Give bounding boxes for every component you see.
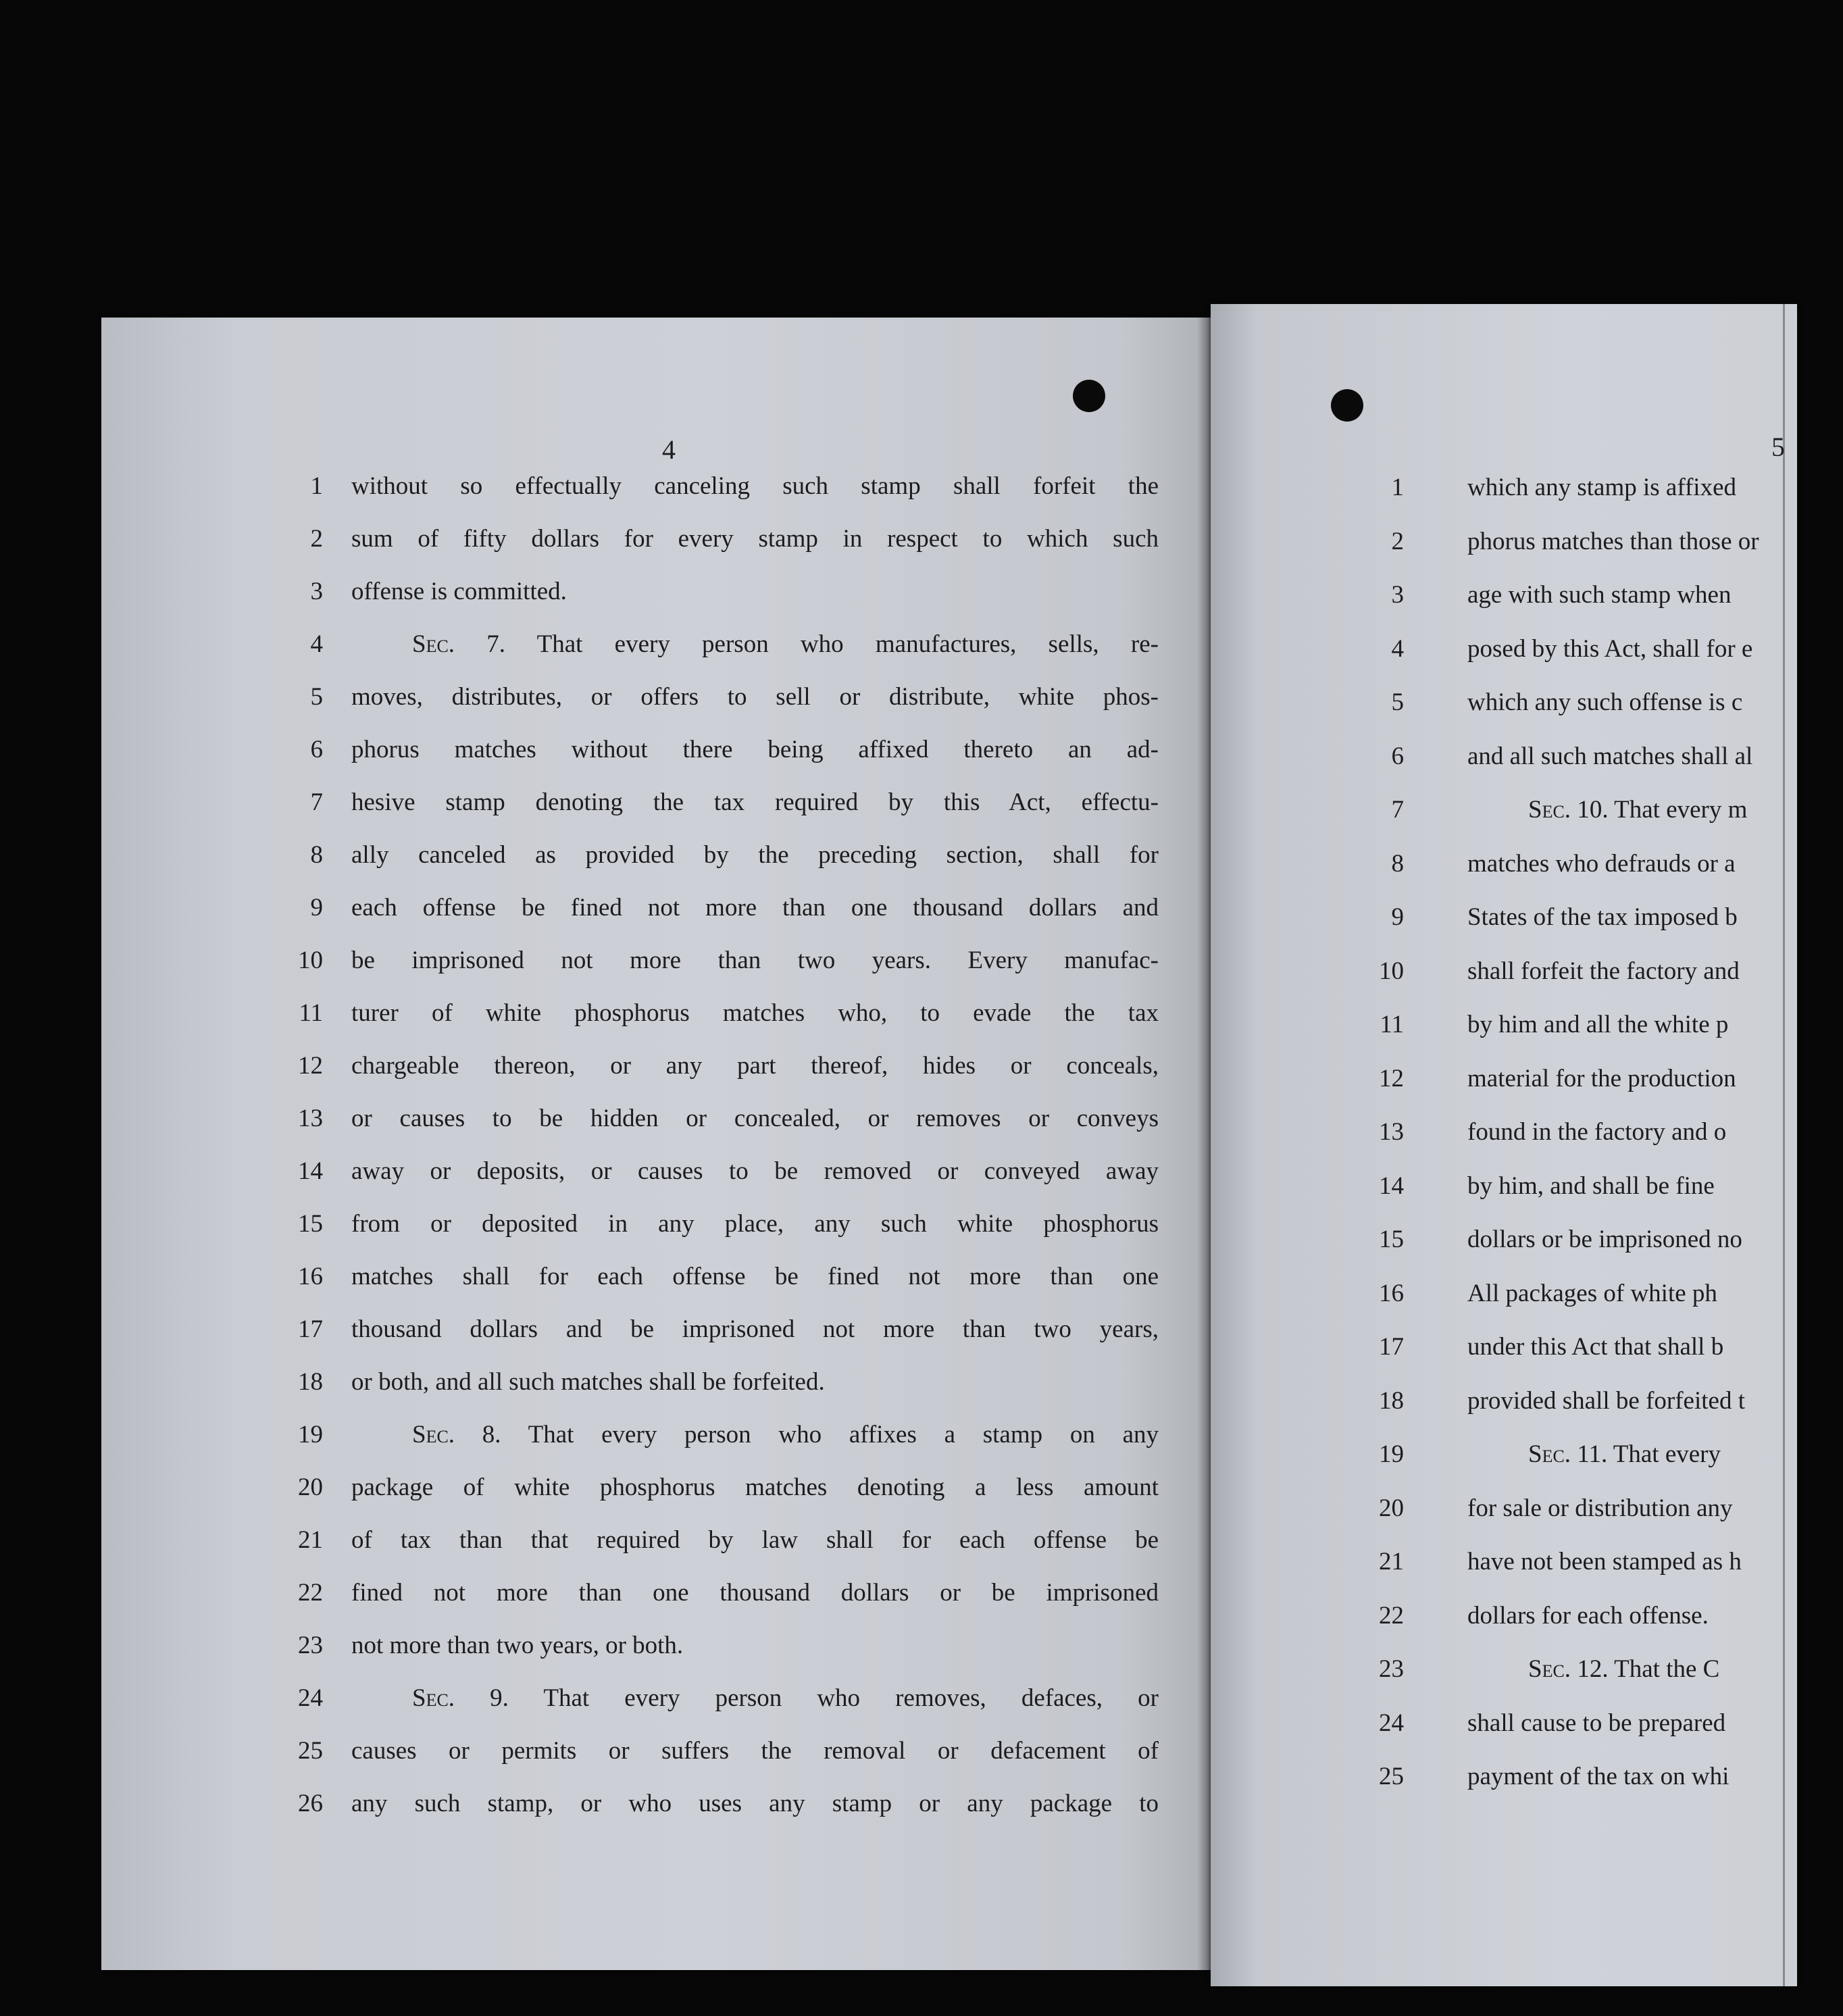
line-number: 2 — [310, 525, 323, 553]
line-number: 11 — [299, 999, 323, 1027]
line-text — [351, 1678, 1159, 1719]
line-body: matches shall for each offense be fined not more than one — [351, 1263, 1159, 1290]
line-number: 14 — [298, 1157, 323, 1185]
line-text — [351, 888, 1159, 928]
text-line — [101, 1573, 1211, 1613]
text-line — [1211, 1434, 1797, 1475]
line-body: from or deposited in any place, any such white phosphorus — [351, 1210, 1159, 1238]
text-line — [101, 1151, 1211, 1192]
line-text — [1467, 1327, 1723, 1367]
line-text — [1467, 522, 1759, 562]
section-label: Sec. — [1528, 796, 1571, 824]
line-body: material for the production — [1467, 1064, 1736, 1092]
line-body: payment of the tax on whi — [1467, 1763, 1730, 1790]
line-number: 9 — [310, 894, 323, 922]
text-line — [101, 1467, 1211, 1508]
line-text — [351, 782, 1159, 823]
line-text — [1467, 1005, 1728, 1045]
text-line — [101, 993, 1211, 1034]
line-text — [1467, 1649, 1719, 1690]
line-number: 3 — [310, 578, 323, 605]
text-line — [1211, 1005, 1797, 1045]
text-line — [101, 730, 1211, 770]
line-number: 15 — [298, 1210, 323, 1238]
line-number: 7 — [1391, 796, 1404, 824]
text-line — [1211, 522, 1797, 562]
text-line — [1211, 1596, 1797, 1636]
line-body: moves, distributes, or offers to sell or distribute, white phos- — [351, 683, 1159, 711]
line-number: 19 — [298, 1421, 323, 1448]
text-line — [1211, 736, 1797, 777]
line-body: away or deposits, or causes to be removed or conveyed away — [351, 1157, 1159, 1185]
section-label: Sec. — [1528, 1655, 1571, 1683]
line-body: shall cause to be prepared — [1467, 1709, 1726, 1737]
line-body: provided shall be forfeited t — [1467, 1386, 1745, 1415]
line-body: and all such matches shall al — [1467, 742, 1753, 770]
line-number: 12 — [298, 1052, 323, 1080]
line-body: any such stamp, or who uses any stamp or any package to — [351, 1790, 1159, 1817]
line-body: thousand dollars and be imprisoned not more than two years, — [351, 1315, 1159, 1343]
line-body: 9. That every person who removes, defaces, or — [455, 1684, 1159, 1712]
text-line — [1211, 468, 1797, 508]
line-text — [351, 1784, 1159, 1824]
line-text — [1467, 1488, 1733, 1529]
line-body: under this Act that shall b — [1467, 1333, 1724, 1361]
line-body: have not been stamped as h — [1467, 1548, 1742, 1576]
line-body: ally canceled as provided by the preceding section, shall for — [351, 841, 1159, 869]
line-body: 11. That every — [1571, 1440, 1721, 1468]
line-text — [1467, 468, 1736, 508]
text-line — [1211, 1542, 1797, 1582]
line-number: 5 — [310, 683, 323, 711]
text-line — [101, 782, 1211, 823]
line-number: 26 — [298, 1790, 323, 1817]
line-text — [351, 1309, 1159, 1350]
text-line — [1211, 682, 1797, 723]
text-line — [1211, 1488, 1797, 1529]
line-number: 22 — [298, 1579, 323, 1607]
line-body: phorus matches without there being affixed thereto an ad- — [351, 736, 1159, 763]
line-number: 25 — [298, 1737, 323, 1765]
line-body: found in the factory and o — [1467, 1118, 1727, 1146]
line-number: 3 — [1391, 581, 1404, 609]
line-body: fined not more than one thousand dollars or be imprisoned — [351, 1579, 1159, 1607]
line-number: 5 — [1391, 688, 1404, 716]
line-number: 17 — [298, 1315, 323, 1343]
line-text — [1467, 897, 1738, 938]
line-number: 23 — [1379, 1655, 1404, 1683]
line-body: chargeable thereon, or any part thereof, hides or conceals, — [351, 1052, 1159, 1080]
line-number: 20 — [1379, 1494, 1404, 1522]
line-number: 13 — [298, 1105, 323, 1132]
line-body: package of white phosphorus matches denoting a less amount — [351, 1473, 1159, 1501]
line-number: 24 — [298, 1684, 323, 1712]
text-line — [101, 1204, 1211, 1244]
section-label: Sec. — [412, 630, 455, 658]
line-body: matches who defrauds or a — [1467, 849, 1736, 878]
line-text — [1467, 790, 1747, 830]
left-page — [101, 318, 1211, 1970]
binding-hole — [1073, 380, 1105, 412]
text-line — [1211, 1649, 1797, 1690]
line-body: which any such offense is c — [1467, 688, 1743, 716]
line-text — [1467, 1059, 1736, 1099]
line-text — [351, 1626, 1159, 1666]
line-body: dollars or be imprisoned no — [1467, 1226, 1742, 1253]
line-text — [1467, 629, 1752, 670]
line-number: 21 — [298, 1526, 323, 1554]
line-body: not more than two years, or both. — [351, 1632, 684, 1659]
line-body: each offense be fined not more than one thousand dollars and — [351, 894, 1159, 922]
line-body: shall forfeit the factory and — [1467, 957, 1740, 985]
line-number: 1 — [1391, 474, 1404, 501]
text-line — [101, 1257, 1211, 1297]
text-line — [1211, 951, 1797, 992]
line-body: dollars for each offense. — [1467, 1601, 1709, 1630]
line-number: 2 — [1391, 527, 1404, 555]
text-line — [1211, 1219, 1797, 1260]
text-line — [101, 466, 1211, 507]
section-label: Sec. — [412, 1684, 455, 1712]
line-text — [1467, 951, 1740, 992]
line-text — [1467, 1703, 1725, 1744]
line-body: for sale or distribution any — [1467, 1494, 1733, 1522]
line-body: without so effectually canceling such stamp shall forfeit the — [351, 472, 1159, 500]
line-body: offense is committed. — [351, 578, 567, 605]
line-body: turer of white phosphorus matches who, to evade the tax — [351, 999, 1159, 1027]
text-line — [101, 572, 1211, 612]
text-line — [1211, 844, 1797, 884]
text-line — [101, 1678, 1211, 1719]
line-text — [1467, 1757, 1729, 1797]
line-number: 4 — [1391, 634, 1404, 663]
line-number: 8 — [310, 841, 323, 869]
text-line — [101, 519, 1211, 559]
line-number: 17 — [1379, 1333, 1404, 1361]
line-body: or causes to be hidden or concealed, or removes or conveys — [351, 1105, 1159, 1132]
line-number: 16 — [298, 1263, 323, 1290]
line-body: which any stamp is affixed — [1467, 474, 1737, 501]
line-text — [351, 835, 1159, 876]
line-text — [351, 1204, 1159, 1244]
line-number: 7 — [310, 788, 323, 816]
line-number: 22 — [1379, 1601, 1404, 1630]
text-line — [1211, 1059, 1797, 1099]
line-text — [1467, 1596, 1709, 1636]
right-page — [1211, 304, 1797, 1986]
text-line — [1211, 1112, 1797, 1153]
line-text — [351, 993, 1159, 1034]
text-line — [1211, 1274, 1797, 1314]
line-number: 18 — [298, 1368, 323, 1396]
line-text — [351, 1257, 1159, 1297]
line-body: States of the tax imposed b — [1467, 903, 1738, 931]
line-body: All packages of white ph — [1467, 1279, 1717, 1307]
text-line — [101, 1731, 1211, 1771]
line-body: sum of fifty dollars for every stamp in respect to which such — [351, 525, 1159, 553]
line-body: 10. That every m — [1571, 796, 1748, 824]
line-number: 21 — [1379, 1548, 1404, 1576]
text-line — [1211, 1381, 1797, 1421]
line-text — [1467, 1542, 1742, 1582]
text-line — [101, 1046, 1211, 1086]
line-text — [1467, 844, 1736, 884]
text-line — [1211, 629, 1797, 670]
text-line — [1211, 575, 1797, 615]
line-body: 12. That the C — [1571, 1655, 1720, 1683]
text-line — [101, 1099, 1211, 1139]
text-line — [101, 624, 1211, 665]
line-text — [1467, 1219, 1742, 1260]
line-text — [351, 1362, 1159, 1403]
text-line — [101, 1520, 1211, 1561]
line-text — [351, 1520, 1159, 1561]
line-text — [351, 677, 1159, 717]
line-body: by him, and shall be fine — [1467, 1171, 1715, 1200]
line-text — [1467, 1112, 1726, 1153]
text-line — [1211, 1327, 1797, 1367]
line-number: 1 — [310, 472, 323, 500]
line-body: 8. That every person who affixes a stamp on any — [455, 1421, 1159, 1448]
line-text — [1467, 1274, 1717, 1314]
line-text — [351, 940, 1159, 981]
line-text — [1467, 575, 1731, 615]
line-text — [351, 519, 1159, 559]
line-number: 10 — [1379, 957, 1404, 985]
text-line — [1211, 790, 1797, 830]
line-body: causes or permits or suffers the removal or defacement of — [351, 1737, 1159, 1765]
line-text — [351, 730, 1159, 770]
line-text — [1467, 736, 1752, 777]
line-number: 11 — [1380, 1011, 1404, 1038]
line-number: 15 — [1379, 1226, 1404, 1253]
line-body: by him and all the white p — [1467, 1011, 1729, 1038]
line-number: 18 — [1379, 1386, 1404, 1415]
line-number: 23 — [298, 1632, 323, 1659]
text-line — [1211, 1757, 1797, 1797]
line-body: hesive stamp denoting the tax required by this Act, effectu- — [351, 788, 1159, 816]
line-number: 9 — [1391, 903, 1404, 931]
line-text — [351, 1731, 1159, 1771]
text-line — [101, 1309, 1211, 1350]
text-line — [101, 888, 1211, 928]
line-body: be imprisoned not more than two years. Every manufac- — [351, 947, 1159, 974]
line-number: 10 — [298, 947, 323, 974]
line-text — [351, 1467, 1159, 1508]
line-number: 20 — [298, 1473, 323, 1501]
text-line — [1211, 897, 1797, 938]
line-body: of tax than that required by law shall for each offense be — [351, 1526, 1159, 1554]
line-text — [1467, 1166, 1715, 1207]
line-text — [351, 1099, 1159, 1139]
text-line — [1211, 1703, 1797, 1744]
line-body: phorus matches than those or — [1467, 527, 1759, 555]
text-line — [101, 940, 1211, 981]
line-text — [351, 1415, 1159, 1455]
line-number: 16 — [1379, 1279, 1404, 1307]
line-number: 4 — [310, 630, 323, 658]
line-text — [351, 1046, 1159, 1086]
line-number: 6 — [1391, 742, 1404, 770]
line-number: 6 — [310, 736, 323, 763]
text-line — [101, 1362, 1211, 1403]
line-number: 14 — [1379, 1171, 1404, 1200]
line-number: 12 — [1379, 1064, 1404, 1092]
line-text — [351, 624, 1159, 665]
line-text — [1467, 1434, 1721, 1475]
line-text — [1467, 682, 1742, 723]
line-number: 13 — [1379, 1118, 1404, 1146]
line-body: 7. That every person who manufactures, sells, re- — [455, 630, 1159, 658]
page-number: 4 — [662, 434, 676, 465]
section-label: Sec. — [412, 1421, 455, 1448]
line-text — [351, 1573, 1159, 1613]
line-body: or both, and all such matches shall be forfeited. — [351, 1368, 825, 1396]
line-number: 19 — [1379, 1440, 1404, 1468]
line-text — [1467, 1381, 1745, 1421]
line-text — [351, 572, 1159, 612]
binding-hole — [1331, 389, 1363, 422]
line-body: posed by this Act, shall for e — [1467, 634, 1753, 663]
text-line — [101, 1415, 1211, 1455]
text-line — [1211, 1166, 1797, 1207]
section-label: Sec. — [1528, 1440, 1571, 1468]
text-line — [101, 677, 1211, 717]
line-number: 24 — [1379, 1709, 1404, 1737]
text-line — [101, 1626, 1211, 1666]
line-text — [351, 466, 1159, 507]
line-number: 25 — [1379, 1763, 1404, 1790]
line-text — [351, 1151, 1159, 1192]
text-line — [101, 1784, 1211, 1824]
line-body: age with such stamp when — [1467, 581, 1732, 609]
page-number: 5 — [1771, 432, 1785, 462]
text-line — [101, 835, 1211, 876]
line-number: 8 — [1391, 849, 1404, 878]
